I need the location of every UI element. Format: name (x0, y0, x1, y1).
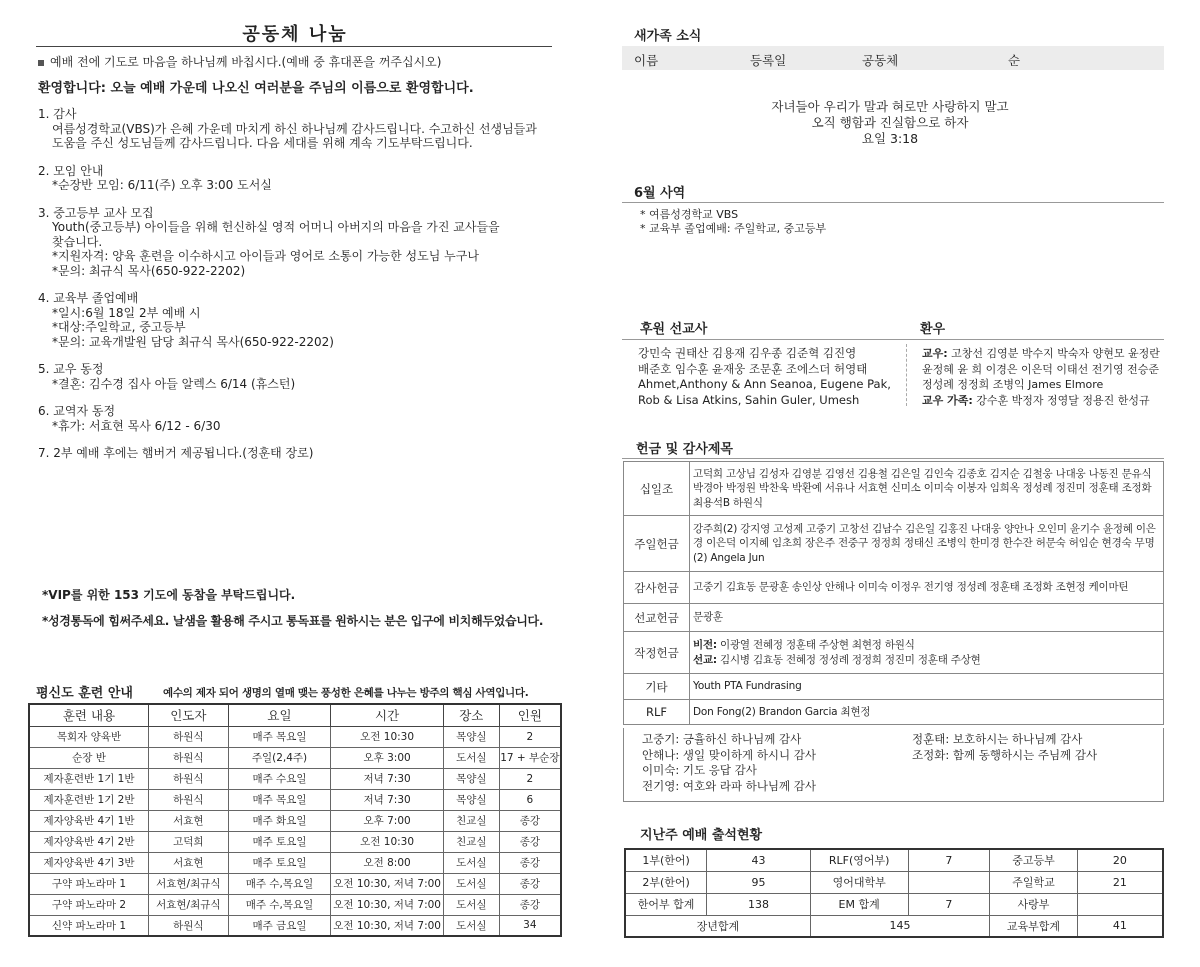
attendance-count: 138 (707, 893, 811, 915)
table-row (624, 572, 1164, 604)
divider (622, 202, 1164, 203)
table-cell: 신약 파노라마 1 (29, 915, 148, 936)
table-row (624, 674, 1164, 700)
column-header: 훈련 내용 (29, 704, 148, 726)
table-row (29, 915, 561, 936)
table-cell: 도서실 (443, 915, 499, 936)
announcement-heading: 1. 감사 (38, 107, 77, 121)
offering-names: Don Fong(2) Brandon Garcia 최현정 (690, 700, 1164, 725)
total-value: 41 (1077, 915, 1163, 937)
table-cell: 제자양육반 4기 3반 (29, 852, 148, 873)
vip-prayer-note: *VIP를 위한 153 기도에 동참을 부탁드립니다. (42, 588, 296, 602)
bible-verse (700, 99, 1080, 147)
table-cell: 목양실 (443, 789, 499, 810)
notice-text: 예배 전에 기도로 마음을 하나님께 바칩시다.(예배 중 휴대폰을 꺼주십시오) (50, 55, 442, 69)
table-row (625, 849, 1163, 871)
attendance-count (1077, 893, 1163, 915)
table-cell: 매주 화요일 (228, 810, 331, 831)
table-cell: 제자양육반 4기 1반 (29, 810, 148, 831)
thanks-item: 안해나: 생일 맞이하게 하시니 감사 (642, 747, 817, 762)
table-cell: 저녁 7:30 (331, 789, 444, 810)
table-cell: 종강 (499, 831, 561, 852)
patients-family-names: 강수훈 박정자 정영달 정용진 한성규 (972, 393, 1150, 407)
patients-title: 환우 (920, 322, 946, 337)
welcome-text: 환영합니다: 오늘 예배 가운데 나오신 여러분을 주님의 이름으로 환영합니다. (38, 81, 474, 96)
offering-names: 강주희(2) 강지영 고성제 고중기 고창선 김남수 김은일 김홍진 나대웅 양안나 오인미 윤기수 윤정혜 이은경 이은덕 이지혜 임초희 장은주 전중구 정정희 정태신 조병익 한미경 한수잔 허문숙 허임순 현경숙 무명(2) Angela Jun (690, 516, 1164, 572)
table-cell: 고덕희 (148, 831, 228, 852)
attendance-label: 한어부 합계 (625, 893, 707, 915)
table-row (29, 852, 561, 873)
table-cell: 종강 (499, 810, 561, 831)
table-row (625, 893, 1163, 915)
patients-names: 고창선 김영분 박수지 박숙자 양현모 윤정란 윤정혜 윤 희 이경은 이은덕 이태선 전기영 전승준 정성례 정정희 조병익 James Elmore (922, 347, 1160, 391)
announcement-item (38, 446, 558, 461)
missionary-title: 후원 선교사 (640, 322, 708, 337)
dashed-divider (906, 344, 907, 406)
training-title: 평신도 훈련 안내 (36, 686, 133, 701)
announcement-heading: 4. 교육부 졸업예배 (38, 291, 139, 305)
total-label: 교육부합계 (990, 915, 1078, 937)
table-cell: 오후 7:00 (331, 810, 444, 831)
newfamily-header-bar (622, 46, 1164, 70)
table-cell: 오후 3:00 (331, 747, 444, 768)
offering-type: 선교헌금 (624, 604, 690, 632)
attendance-table (624, 848, 1164, 938)
vision-label: 비전: (693, 639, 717, 651)
offering-names: 문광훈 (690, 604, 1164, 632)
list-item: * 교육부 졸업예배: 주일학교, 중고등부 (640, 222, 827, 235)
table-cell: 2 (499, 768, 561, 789)
column-header: 인도자 (148, 704, 228, 726)
attendance-label: 중고등부 (990, 849, 1078, 871)
table-row (29, 726, 561, 747)
offering-type: RLF (624, 700, 690, 725)
total-label: 장년합계 (625, 915, 810, 937)
table-cell: 친교실 (443, 810, 499, 831)
table-row (624, 632, 1164, 674)
column-header: 장소 (443, 704, 499, 726)
table-cell: 매주 금요일 (228, 915, 331, 936)
thanks-right-column (912, 732, 1097, 763)
table-cell: 하원식 (148, 747, 228, 768)
table-cell: 오전 10:30 (331, 726, 444, 747)
table-cell: 2 (499, 726, 561, 747)
table-cell: 오전 10:30, 저녁 7:00 (331, 915, 444, 936)
thanks-item: 정훈태: 보호하시는 하나님께 감사 (912, 732, 1083, 746)
verse-line: 자녀들아 우리가 말과 혀로만 사랑하지 말고 (771, 99, 1009, 114)
table-row (624, 462, 1164, 516)
offering-type: 십일조 (624, 462, 690, 516)
table-cell: 하원식 (148, 789, 228, 810)
table-cell: 주일(2,4주) (228, 747, 331, 768)
attendance-label: EM 합계 (810, 893, 908, 915)
table-cell: 종강 (499, 894, 561, 915)
offering-names (690, 632, 1164, 674)
missionary-list: 강민숙 권태산 김용재 김우종 김준혁 김진영 배준호 임수훈 윤재웅 조문훈 조에스더 허영태 Ahmet,Anthony & Ann Seanoa, Eugene Pak, Rob & Lisa Atkins, Sahin Guler, Umesh (638, 346, 891, 407)
announcement-heading: 3. 중고등부 교사 모집 (38, 205, 154, 220)
table-cell: 하원식 (148, 915, 228, 936)
thanks-item: 전기영: 여호와 라파 하나님께 감사 (642, 778, 817, 793)
total-value: 145 (810, 915, 989, 937)
training-description: 예수의 제자 되어 생명의 열매 맺는 풍성한 은혜를 나누는 방주의 핵심 사역입니다. (163, 687, 529, 699)
table-row (29, 810, 561, 831)
attendance-label: 2부(한어) (625, 871, 707, 893)
announcement-body: Youth(중고등부) 아이들을 위해 헌신하실 영적 어머니 아버지의 마음을 가진 교사들을 찾습니다. *지원자격: 양육 훈련을 이수하시고 아이들과 영어로 소통이 가능한 성도님 누구나 *문의: 최규식 목사(650-922-2202) (52, 220, 500, 278)
table-cell: 매주 목요일 (228, 789, 331, 810)
table-cell: 도서실 (443, 873, 499, 894)
table-cell: 구약 파노라마 1 (29, 873, 148, 894)
attendance-title: 지난주 예배 출석현황 (640, 828, 763, 843)
table-cell: 도서실 (443, 852, 499, 873)
divider (622, 339, 1164, 340)
announcement-heading: 6. 교역자 동정 (38, 404, 116, 418)
table-cell: 구약 파노라마 2 (29, 894, 148, 915)
list-item: * 여름성경학교 VBS (640, 208, 739, 221)
patients-label: 교우: (922, 347, 948, 360)
offering-names: 고중기 김효동 문광훈 송인상 안해나 이미숙 이정우 전기영 정성례 정훈태 조정화 조현정 케이마틴 (690, 572, 1164, 604)
table-row (29, 831, 561, 852)
table-cell: 오전 8:00 (331, 852, 444, 873)
training-header-row (29, 704, 561, 726)
announcement-body: 여름성경학교(VBS)가 은혜 가운데 마치게 하신 하나님께 감사드립니다. 수고하신 선생님들과 도움을 주신 성도님들께 감사드립니다. 다음 세대를 위해 계속 기도부탁드립니다. (52, 121, 537, 150)
announcement-list (38, 107, 558, 474)
verse-reference: 요일 3:18 (861, 131, 919, 146)
announcement-body: *결혼: 김수경 집사 아들 알렉스 6/14 (휴스턴) (52, 376, 296, 391)
table-cell: 친교실 (443, 831, 499, 852)
page-title: 공동체 나눔 (242, 24, 348, 45)
divider (622, 458, 1164, 459)
table-cell: 오전 10:30 (331, 831, 444, 852)
table-row (624, 516, 1164, 572)
offering-table (623, 461, 1164, 725)
attendance-count (908, 871, 990, 893)
june-ministry-list (640, 208, 826, 236)
training-table (28, 703, 562, 937)
patients-list (922, 346, 1172, 408)
mission-names: 김시병 김효동 전혜정 정성례 정정희 정진미 정훈태 주상현 (716, 653, 981, 666)
announcement-item (38, 404, 558, 433)
table-cell: 서효현/최규식 (148, 894, 228, 915)
table-cell: 목회자 양육반 (29, 726, 148, 747)
announcement-heading: 7. 2부 예배 후에는 햄버거 제공됩니다.(정훈태 장로) (38, 446, 314, 460)
patients-family-label: 교우 가족: (922, 393, 973, 407)
table-row (29, 894, 561, 915)
table-cell: 종강 (499, 852, 561, 873)
table-cell: 34 (499, 915, 561, 936)
table-cell: 도서실 (443, 747, 499, 768)
announcement-body: *일시:6월 18일 2부 예배 시 *대상:주일학교, 중고등부 *문의: 교육개발원 담당 최규식 목사(650-922-2202) (52, 305, 334, 349)
table-cell: 하원식 (148, 768, 228, 789)
verse-line: 오직 행함과 진실함으로 하자 (811, 115, 969, 130)
table-cell: 매주 수,목요일 (228, 894, 331, 915)
june-ministry-title: 6월 사역 (634, 186, 686, 201)
offering-title: 헌금 및 감사제목 (636, 442, 733, 457)
table-cell: 도서실 (443, 894, 499, 915)
attendance-count: 20 (1077, 849, 1163, 871)
thanks-left-column (642, 732, 816, 794)
offering-type: 주일헌금 (624, 516, 690, 572)
column-header: 시간 (331, 704, 444, 726)
table-row (625, 871, 1163, 893)
right-page (600, 0, 1200, 967)
attendance-label: 사랑부 (990, 893, 1078, 915)
announcement-item (38, 107, 558, 151)
table-cell: 제자훈련반 1기 1반 (29, 768, 148, 789)
thanks-box (623, 728, 1164, 802)
table-row (29, 873, 561, 894)
attendance-label: 주일학교 (990, 871, 1078, 893)
table-row (29, 789, 561, 810)
vision-names: 이광열 전혜정 정훈태 주상현 최현정 하원식 (716, 639, 915, 651)
table-row (29, 747, 561, 768)
column-header: 요일 (228, 704, 331, 726)
announcement-heading: 5. 교우 동정 (38, 362, 104, 376)
table-cell: 17 + 부순장 (499, 747, 561, 768)
column-header: 순 (1008, 53, 1021, 68)
offering-type: 작정헌금 (624, 632, 690, 674)
offering-type: 감사헌금 (624, 572, 690, 604)
announcement-item (38, 362, 558, 391)
table-cell: 하원식 (148, 726, 228, 747)
announcement-body: *순장반 모임: 6/11(주) 오후 3:00 도서실 (52, 178, 272, 192)
thanks-item: 고중기: 긍휼하신 하나님께 감사 (642, 732, 802, 746)
table-cell: 목양실 (443, 726, 499, 747)
announcement-item (38, 164, 558, 193)
table-cell: 매주 토요일 (228, 852, 331, 873)
table-cell: 제자훈련반 1기 2반 (29, 789, 148, 810)
column-header: 이름 (634, 53, 659, 68)
table-cell: 매주 토요일 (228, 831, 331, 852)
attendance-count: 7 (908, 849, 990, 871)
announcement-heading: 2. 모임 안내 (38, 163, 104, 178)
square-bullet-icon (38, 60, 44, 66)
attendance-label: 1부(한어) (625, 849, 707, 871)
offering-type: 기타 (624, 674, 690, 700)
announcement-item (38, 206, 558, 279)
attendance-count: 7 (908, 893, 990, 915)
offering-names: Youth PTA Fundrasing (690, 674, 1164, 700)
table-cell: 제자양육반 4기 2반 (29, 831, 148, 852)
announcement-body: *휴가: 서효현 목사 6/12 - 6/30 (52, 418, 221, 433)
attendance-count: 21 (1077, 871, 1163, 893)
attendance-label: RLF(영어부) (810, 849, 908, 871)
table-cell: 매주 수,목요일 (228, 873, 331, 894)
table-cell: 오전 10:30, 저녁 7:00 (331, 894, 444, 915)
table-cell: 오전 10:30, 저녁 7:00 (331, 873, 444, 894)
newfamily-title: 새가족 소식 (634, 29, 702, 44)
table-cell: 순장 반 (29, 747, 148, 768)
attendance-count: 95 (707, 871, 811, 893)
attendance-label: 영어대학부 (810, 871, 908, 893)
table-row (624, 700, 1164, 725)
table-cell: 종강 (499, 873, 561, 894)
attendance-total-row (625, 915, 1163, 937)
table-cell: 목양실 (443, 768, 499, 789)
table-cell: 서효현/최규식 (148, 873, 228, 894)
mission-label: 선교: (693, 653, 717, 666)
column-header: 등록일 (750, 53, 787, 68)
table-cell: 매주 수요일 (228, 768, 331, 789)
column-header: 공동체 (862, 53, 899, 68)
offering-names: 고덕희 고상님 김성자 김영분 김영선 김용철 김은일 김인숙 김종호 김지순 김철웅 나대웅 나동진 문유식 박경아 박정원 박찬욱 박환예 서유나 서효현 신미소 이미숙 이봉자 임희옥 정성례 정진미 정훈태 조정화 최용석B 하원식 (690, 462, 1164, 516)
thanks-item: 이미숙: 기도 응답 감사 (642, 763, 757, 777)
worship-notice (38, 53, 441, 70)
table-cell: 서효현 (148, 852, 228, 873)
table-cell: 저녁 7:30 (331, 768, 444, 789)
table-row (29, 768, 561, 789)
thanks-item: 조정화: 함께 동행하시는 주님께 감사 (912, 747, 1098, 762)
title-divider (36, 46, 552, 47)
table-cell: 6 (499, 789, 561, 810)
table-cell: 서효현 (148, 810, 228, 831)
table-cell: 매주 목요일 (228, 726, 331, 747)
column-header: 인원 (499, 704, 561, 726)
bible-reading-note: *성경통독에 힘써주세요. 날샘을 활용해 주시고 통독표를 원하시는 분은 입구에 비치해두었습니다. (42, 614, 544, 628)
table-row (624, 604, 1164, 632)
announcement-item (38, 291, 558, 349)
attendance-count: 43 (707, 849, 811, 871)
